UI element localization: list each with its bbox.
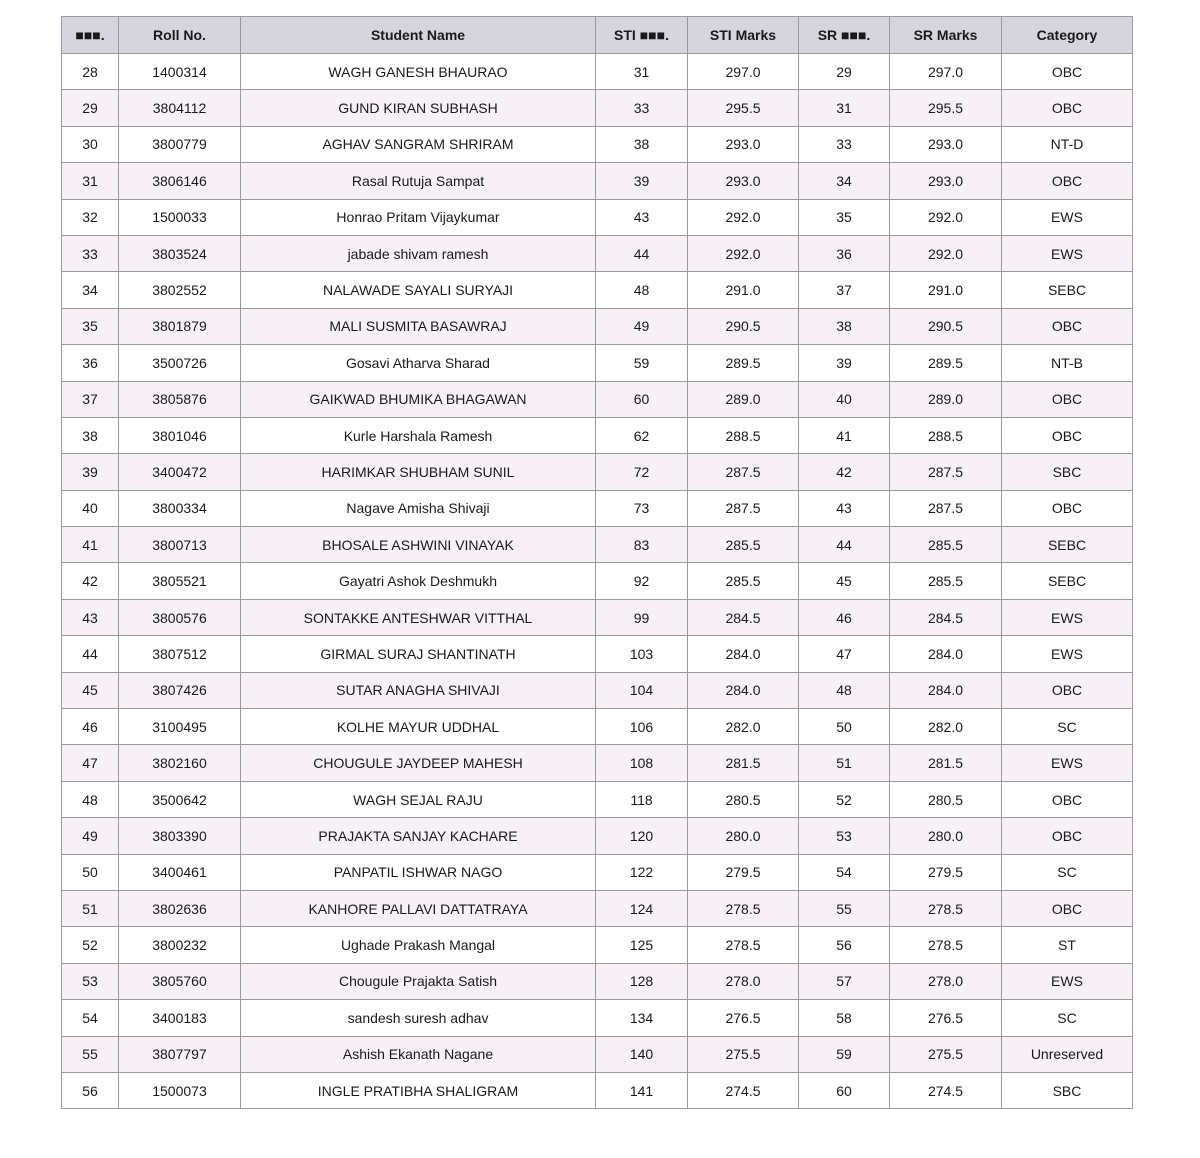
cell-sr-rank: 42 [799, 454, 890, 490]
cell-sti-rank: 38 [596, 126, 688, 162]
cell-sr-rank: 57 [799, 963, 890, 999]
cell-serial-no: 55 [62, 1036, 119, 1072]
table-row [62, 854, 1133, 890]
cell-category: NT-B [1002, 345, 1133, 381]
cell-student-name: Honrao Pritam Vijaykumar [241, 199, 596, 235]
cell-student-name: Gosavi Atharva Sharad [241, 345, 596, 381]
cell-serial-no: 53 [62, 963, 119, 999]
table-row [62, 745, 1133, 781]
table-row [62, 454, 1133, 490]
cell-serial-no: 35 [62, 308, 119, 344]
table-row [62, 927, 1133, 963]
cell-student-name: INGLE PRATIBHA SHALIGRAM [241, 1072, 596, 1108]
table-row [62, 672, 1133, 708]
cell-sr-rank: 56 [799, 927, 890, 963]
cell-sr-marks: 275.5 [890, 1036, 1002, 1072]
cell-category: OBC [1002, 890, 1133, 926]
cell-category: OBC [1002, 672, 1133, 708]
cell-sti-marks: 285.5 [688, 527, 799, 563]
cell-serial-no: 36 [62, 345, 119, 381]
cell-sti-marks: 279.5 [688, 854, 799, 890]
cell-student-name: KANHORE PALLAVI DATTATRAYA [241, 890, 596, 926]
cell-sr-rank: 35 [799, 199, 890, 235]
cell-sti-marks: 295.5 [688, 90, 799, 126]
cell-sti-rank: 33 [596, 90, 688, 126]
cell-roll-no: 3800232 [119, 927, 241, 963]
cell-roll-no: 3800779 [119, 126, 241, 162]
cell-serial-no: 28 [62, 54, 119, 90]
cell-sti-marks: 289.0 [688, 381, 799, 417]
cell-student-name: SONTAKKE ANTESHWAR VITTHAL [241, 599, 596, 635]
table-row [62, 636, 1133, 672]
column-header-serial-no: ■■■. [62, 17, 119, 54]
table-body [62, 54, 1133, 1109]
table-row [62, 527, 1133, 563]
cell-student-name: BHOSALE ASHWINI VINAYAK [241, 527, 596, 563]
cell-serial-no: 29 [62, 90, 119, 126]
cell-sr-rank: 51 [799, 745, 890, 781]
table-row [62, 308, 1133, 344]
cell-category: SC [1002, 709, 1133, 745]
cell-sr-rank: 58 [799, 1000, 890, 1036]
cell-sr-marks: 284.0 [890, 672, 1002, 708]
cell-sr-rank: 29 [799, 54, 890, 90]
cell-serial-no: 52 [62, 927, 119, 963]
table-row [62, 1036, 1133, 1072]
cell-roll-no: 3804112 [119, 90, 241, 126]
cell-category: OBC [1002, 381, 1133, 417]
cell-sti-marks: 284.5 [688, 599, 799, 635]
cell-sr-marks: 292.0 [890, 235, 1002, 271]
cell-sr-rank: 37 [799, 272, 890, 308]
cell-serial-no: 40 [62, 490, 119, 526]
cell-roll-no: 3807512 [119, 636, 241, 672]
cell-category: SC [1002, 1000, 1133, 1036]
cell-sr-marks: 289.5 [890, 345, 1002, 381]
cell-roll-no: 3800576 [119, 599, 241, 635]
cell-serial-no: 46 [62, 709, 119, 745]
cell-sti-marks: 297.0 [688, 54, 799, 90]
cell-category: EWS [1002, 636, 1133, 672]
cell-sr-marks: 285.5 [890, 563, 1002, 599]
cell-sti-marks: 280.5 [688, 781, 799, 817]
cell-serial-no: 43 [62, 599, 119, 635]
cell-sti-rank: 72 [596, 454, 688, 490]
cell-student-name: MALI SUSMITA BASAWRAJ [241, 308, 596, 344]
cell-category: OBC [1002, 54, 1133, 90]
cell-sti-rank: 118 [596, 781, 688, 817]
cell-sr-marks: 280.5 [890, 781, 1002, 817]
cell-student-name: Rasal Rutuja Sampat [241, 163, 596, 199]
cell-serial-no: 34 [62, 272, 119, 308]
cell-sr-marks: 293.0 [890, 163, 1002, 199]
column-header-sti-marks: STI Marks [688, 17, 799, 54]
cell-sti-marks: 287.5 [688, 490, 799, 526]
table-header [62, 17, 1133, 54]
table-row [62, 417, 1133, 453]
cell-sti-rank: 43 [596, 199, 688, 235]
cell-student-name: SUTAR ANAGHA SHIVAJI [241, 672, 596, 708]
table-row [62, 490, 1133, 526]
cell-student-name: Ashish Ekanath Nagane [241, 1036, 596, 1072]
cell-serial-no: 30 [62, 126, 119, 162]
cell-category: OBC [1002, 490, 1133, 526]
cell-sr-rank: 44 [799, 527, 890, 563]
table-row [62, 90, 1133, 126]
cell-sti-marks: 291.0 [688, 272, 799, 308]
cell-roll-no: 3802552 [119, 272, 241, 308]
table-row [62, 1000, 1133, 1036]
cell-sr-marks: 287.5 [890, 490, 1002, 526]
cell-student-name: WAGH SEJAL RAJU [241, 781, 596, 817]
cell-roll-no: 3500642 [119, 781, 241, 817]
cell-serial-no: 44 [62, 636, 119, 672]
cell-serial-no: 33 [62, 235, 119, 271]
cell-sr-marks: 297.0 [890, 54, 1002, 90]
cell-student-name: WAGH GANESH BHAURAO [241, 54, 596, 90]
cell-serial-no: 48 [62, 781, 119, 817]
cell-sr-rank: 34 [799, 163, 890, 199]
cell-sti-rank: 73 [596, 490, 688, 526]
cell-roll-no: 3806146 [119, 163, 241, 199]
cell-sr-marks: 293.0 [890, 126, 1002, 162]
cell-sti-marks: 278.5 [688, 927, 799, 963]
cell-roll-no: 3805876 [119, 381, 241, 417]
cell-sti-rank: 83 [596, 527, 688, 563]
cell-sti-rank: 59 [596, 345, 688, 381]
cell-sti-marks: 276.5 [688, 1000, 799, 1036]
cell-student-name: NALAWADE SAYALI SURYAJI [241, 272, 596, 308]
cell-student-name: GAIKWAD BHUMIKA BHAGAWAN [241, 381, 596, 417]
column-header-sr-marks: SR Marks [890, 17, 1002, 54]
table-row [62, 781, 1133, 817]
cell-roll-no: 3803524 [119, 235, 241, 271]
table-row [62, 818, 1133, 854]
cell-sti-rank: 39 [596, 163, 688, 199]
cell-sr-marks: 291.0 [890, 272, 1002, 308]
cell-sr-marks: 287.5 [890, 454, 1002, 490]
cell-sr-rank: 59 [799, 1036, 890, 1072]
cell-category: EWS [1002, 199, 1133, 235]
table-row [62, 599, 1133, 635]
cell-sr-rank: 39 [799, 345, 890, 381]
cell-sr-rank: 33 [799, 126, 890, 162]
cell-sr-marks: 276.5 [890, 1000, 1002, 1036]
cell-student-name: GUND KIRAN SUBHASH [241, 90, 596, 126]
cell-serial-no: 39 [62, 454, 119, 490]
column-header-sr-rank: SR ■■■. [799, 17, 890, 54]
cell-roll-no: 3400183 [119, 1000, 241, 1036]
cell-sti-marks: 281.5 [688, 745, 799, 781]
cell-roll-no: 3802160 [119, 745, 241, 781]
cell-sti-rank: 92 [596, 563, 688, 599]
cell-student-name: Ughade Prakash Mangal [241, 927, 596, 963]
cell-sr-marks: 288.5 [890, 417, 1002, 453]
cell-serial-no: 56 [62, 1072, 119, 1108]
cell-sti-rank: 106 [596, 709, 688, 745]
cell-sr-rank: 40 [799, 381, 890, 417]
cell-sti-rank: 108 [596, 745, 688, 781]
cell-sr-rank: 47 [799, 636, 890, 672]
cell-sti-marks: 284.0 [688, 672, 799, 708]
cell-serial-no: 42 [62, 563, 119, 599]
cell-sr-marks: 278.5 [890, 927, 1002, 963]
cell-sr-rank: 45 [799, 563, 890, 599]
cell-sr-marks: 281.5 [890, 745, 1002, 781]
cell-sti-marks: 288.5 [688, 417, 799, 453]
column-header-roll-no: Roll No. [119, 17, 241, 54]
table-row [62, 163, 1133, 199]
cell-roll-no: 3802636 [119, 890, 241, 926]
table-row [62, 345, 1133, 381]
cell-student-name: Nagave Amisha Shivaji [241, 490, 596, 526]
cell-sr-marks: 289.0 [890, 381, 1002, 417]
cell-student-name: KOLHE MAYUR UDDHAL [241, 709, 596, 745]
cell-sr-marks: 282.0 [890, 709, 1002, 745]
cell-sr-rank: 41 [799, 417, 890, 453]
cell-sr-rank: 54 [799, 854, 890, 890]
cell-sti-marks: 280.0 [688, 818, 799, 854]
table-row [62, 235, 1133, 271]
cell-serial-no: 51 [62, 890, 119, 926]
cell-student-name: jabade shivam ramesh [241, 235, 596, 271]
table-row [62, 272, 1133, 308]
cell-sti-marks: 290.5 [688, 308, 799, 344]
cell-category: OBC [1002, 163, 1133, 199]
cell-roll-no: 1400314 [119, 54, 241, 90]
table-row [62, 54, 1133, 90]
header-row [62, 17, 1133, 54]
cell-serial-no: 54 [62, 1000, 119, 1036]
cell-sti-rank: 103 [596, 636, 688, 672]
cell-roll-no: 3400472 [119, 454, 241, 490]
table-row [62, 890, 1133, 926]
cell-roll-no: 1500073 [119, 1072, 241, 1108]
cell-sr-marks: 290.5 [890, 308, 1002, 344]
cell-category: OBC [1002, 781, 1133, 817]
cell-sti-marks: 292.0 [688, 199, 799, 235]
cell-roll-no: 3800713 [119, 527, 241, 563]
column-header-category: Category [1002, 17, 1133, 54]
cell-category: OBC [1002, 417, 1133, 453]
cell-sti-rank: 60 [596, 381, 688, 417]
cell-sti-rank: 128 [596, 963, 688, 999]
cell-sr-rank: 46 [799, 599, 890, 635]
cell-sti-rank: 44 [596, 235, 688, 271]
cell-sr-rank: 55 [799, 890, 890, 926]
cell-sr-marks: 284.0 [890, 636, 1002, 672]
cell-sti-marks: 289.5 [688, 345, 799, 381]
cell-roll-no: 3100495 [119, 709, 241, 745]
cell-sr-rank: 38 [799, 308, 890, 344]
cell-sti-marks: 287.5 [688, 454, 799, 490]
table-row [62, 126, 1133, 162]
cell-student-name: Kurle Harshala Ramesh [241, 417, 596, 453]
cell-roll-no: 3400461 [119, 854, 241, 890]
cell-serial-no: 37 [62, 381, 119, 417]
cell-sr-rank: 36 [799, 235, 890, 271]
cell-sr-rank: 52 [799, 781, 890, 817]
column-header-student-name: Student Name [241, 17, 596, 54]
cell-roll-no: 3807797 [119, 1036, 241, 1072]
cell-serial-no: 38 [62, 417, 119, 453]
cell-student-name: PANPATIL ISHWAR NAGO [241, 854, 596, 890]
cell-category: NT-D [1002, 126, 1133, 162]
cell-sr-marks: 280.0 [890, 818, 1002, 854]
cell-sr-rank: 31 [799, 90, 890, 126]
cell-roll-no: 3801046 [119, 417, 241, 453]
cell-sr-marks: 292.0 [890, 199, 1002, 235]
cell-sti-marks: 285.5 [688, 563, 799, 599]
cell-student-name: HARIMKAR SHUBHAM SUNIL [241, 454, 596, 490]
cell-student-name: Gayatri Ashok Deshmukh [241, 563, 596, 599]
cell-roll-no: 3805521 [119, 563, 241, 599]
cell-category: SEBC [1002, 272, 1133, 308]
cell-roll-no: 1500033 [119, 199, 241, 235]
cell-sr-rank: 50 [799, 709, 890, 745]
cell-category: SBC [1002, 1072, 1133, 1108]
cell-student-name: sandesh suresh adhav [241, 1000, 596, 1036]
table-row [62, 709, 1133, 745]
table-row [62, 199, 1133, 235]
cell-sr-marks: 295.5 [890, 90, 1002, 126]
cell-sti-rank: 122 [596, 854, 688, 890]
cell-category: OBC [1002, 818, 1133, 854]
cell-sti-rank: 48 [596, 272, 688, 308]
cell-category: OBC [1002, 308, 1133, 344]
cell-student-name: Chougule Prajakta Satish [241, 963, 596, 999]
table-row [62, 1072, 1133, 1108]
cell-roll-no: 3800334 [119, 490, 241, 526]
cell-category: EWS [1002, 745, 1133, 781]
cell-category: SEBC [1002, 563, 1133, 599]
cell-sr-marks: 278.0 [890, 963, 1002, 999]
cell-sti-rank: 134 [596, 1000, 688, 1036]
cell-sti-marks: 278.5 [688, 890, 799, 926]
cell-serial-no: 47 [62, 745, 119, 781]
cell-sr-marks: 278.5 [890, 890, 1002, 926]
cell-category: SBC [1002, 454, 1133, 490]
cell-serial-no: 50 [62, 854, 119, 890]
cell-serial-no: 31 [62, 163, 119, 199]
cell-student-name: PRAJAKTA SANJAY KACHARE [241, 818, 596, 854]
cell-student-name: AGHAV SANGRAM SHRIRAM [241, 126, 596, 162]
cell-sr-rank: 53 [799, 818, 890, 854]
cell-sti-rank: 31 [596, 54, 688, 90]
cell-sti-rank: 141 [596, 1072, 688, 1108]
cell-category: EWS [1002, 599, 1133, 635]
cell-sr-rank: 43 [799, 490, 890, 526]
cell-student-name: CHOUGULE JAYDEEP MAHESH [241, 745, 596, 781]
cell-sr-marks: 274.5 [890, 1072, 1002, 1108]
cell-sr-rank: 48 [799, 672, 890, 708]
cell-sti-rank: 99 [596, 599, 688, 635]
cell-sti-rank: 104 [596, 672, 688, 708]
cell-serial-no: 49 [62, 818, 119, 854]
cell-sr-marks: 284.5 [890, 599, 1002, 635]
cell-sti-marks: 274.5 [688, 1072, 799, 1108]
cell-serial-no: 41 [62, 527, 119, 563]
cell-sti-marks: 293.0 [688, 163, 799, 199]
cell-category: ST [1002, 927, 1133, 963]
table-row [62, 963, 1133, 999]
cell-category: SC [1002, 854, 1133, 890]
cell-category: Unreserved [1002, 1036, 1133, 1072]
cell-sti-rank: 62 [596, 417, 688, 453]
cell-roll-no: 3805760 [119, 963, 241, 999]
cell-category: EWS [1002, 963, 1133, 999]
column-header-sti-rank: STI ■■■. [596, 17, 688, 54]
cell-sr-rank: 60 [799, 1072, 890, 1108]
cell-sti-marks: 275.5 [688, 1036, 799, 1072]
cell-sti-marks: 284.0 [688, 636, 799, 672]
cell-roll-no: 3807426 [119, 672, 241, 708]
cell-category: SEBC [1002, 527, 1133, 563]
cell-sti-marks: 282.0 [688, 709, 799, 745]
cell-sti-marks: 278.0 [688, 963, 799, 999]
cell-sr-marks: 285.5 [890, 527, 1002, 563]
cell-roll-no: 3801879 [119, 308, 241, 344]
cell-sr-marks: 279.5 [890, 854, 1002, 890]
cell-student-name: GIRMAL SURAJ SHANTINATH [241, 636, 596, 672]
cell-sti-rank: 49 [596, 308, 688, 344]
cell-sti-rank: 120 [596, 818, 688, 854]
merit-list-table [61, 16, 1133, 1109]
cell-serial-no: 45 [62, 672, 119, 708]
table-row [62, 381, 1133, 417]
cell-serial-no: 32 [62, 199, 119, 235]
cell-category: EWS [1002, 235, 1133, 271]
cell-category: OBC [1002, 90, 1133, 126]
cell-sti-marks: 292.0 [688, 235, 799, 271]
cell-sti-rank: 140 [596, 1036, 688, 1072]
cell-sti-rank: 124 [596, 890, 688, 926]
table-row [62, 563, 1133, 599]
cell-sti-marks: 293.0 [688, 126, 799, 162]
cell-roll-no: 3803390 [119, 818, 241, 854]
cell-roll-no: 3500726 [119, 345, 241, 381]
cell-sti-rank: 125 [596, 927, 688, 963]
